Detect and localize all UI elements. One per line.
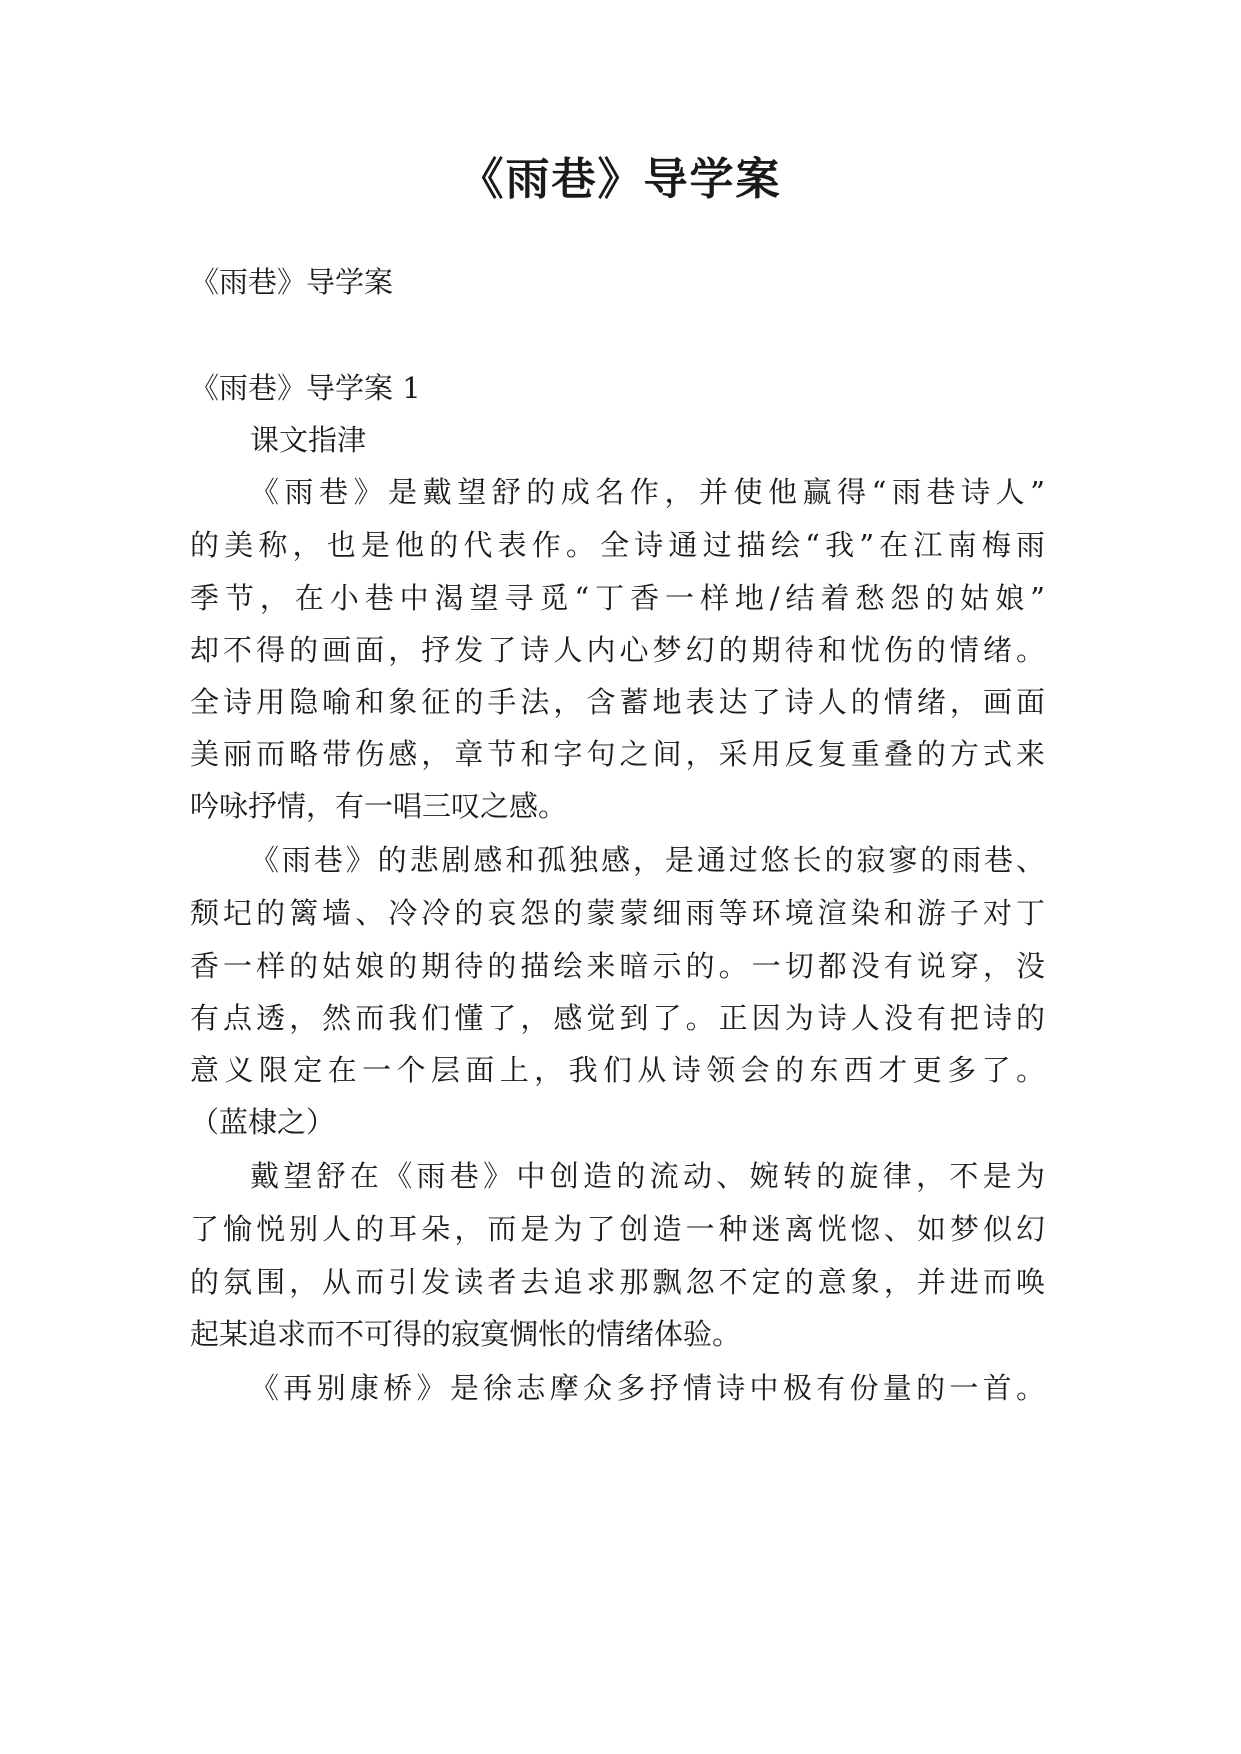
paragraph-line: 《再别康桥》是徐志摩众多抒情诗中极有份量的一首。 (250, 1371, 1045, 1405)
paragraph-line: 全诗用隐喻和象征的手法，含蓄地表达了诗人的情绪，画面 (190, 685, 1045, 719)
paragraph-line: 了愉悦别人的耳朵，而是为了创造一种迷离恍惚、如梦似幻 (190, 1212, 1045, 1246)
paragraph-line: 香一样的姑娘的期待的描绘来暗示的。一切都没有说穿，没 (190, 949, 1045, 983)
paragraph-line: 颓圮的篱墙、冷冷的哀怨的蒙蒙细雨等环境渲染和游子对丁 (190, 896, 1045, 930)
paragraph-line: 美丽而略带伤感，章节和字句之间，采用反复重叠的方式来 (190, 737, 1045, 771)
paragraph-line: （蓝棣之） (190, 1105, 336, 1139)
paragraph-line: 意义限定在一个层面上，我们从诗领会的东西才更多了。 (190, 1053, 1045, 1087)
paragraph-line: 的美称，也是他的代表作。全诗通过描绘“我”在江南梅雨 (190, 528, 1045, 562)
paragraph-line: 吟咏抒情，有一唱三叹之感。 (190, 789, 568, 823)
paragraph-line: 却不得的画面，抒发了诗人内心梦幻的期待和忧伤的情绪。 (190, 633, 1045, 667)
paragraph-line: 的氛围，从而引发读者去追求那飘忽不定的意象，并进而唤 (190, 1265, 1045, 1299)
subsection-heading: 课文指津 (250, 423, 367, 457)
section-heading: 《雨巷》导学案 1 (190, 371, 421, 405)
document-subtitle: 《雨巷》导学案 (190, 265, 394, 299)
paragraph-line: 季节，在小巷中渴望寻觅“丁香一样地/结着愁怨的姑娘” (190, 581, 1045, 615)
paragraph-line: 《雨巷》是戴望舒的成名作，并使他赢得“雨巷诗人” (250, 475, 1045, 509)
paragraph-line: 《雨巷》的悲剧感和孤独感，是通过悠长的寂寥的雨巷、 (250, 843, 1045, 877)
paragraph-line: 有点透，然而我们懂了，感觉到了。正因为诗人没有把诗的 (190, 1001, 1045, 1035)
paragraph-line: 戴望舒在《雨巷》中创造的流动、婉转的旋律，不是为 (250, 1159, 1045, 1193)
page-title: 《雨巷》导学案 (459, 154, 782, 205)
paragraph-line: 起某追求而不可得的寂寞惆怅的情绪体验。 (190, 1317, 742, 1351)
